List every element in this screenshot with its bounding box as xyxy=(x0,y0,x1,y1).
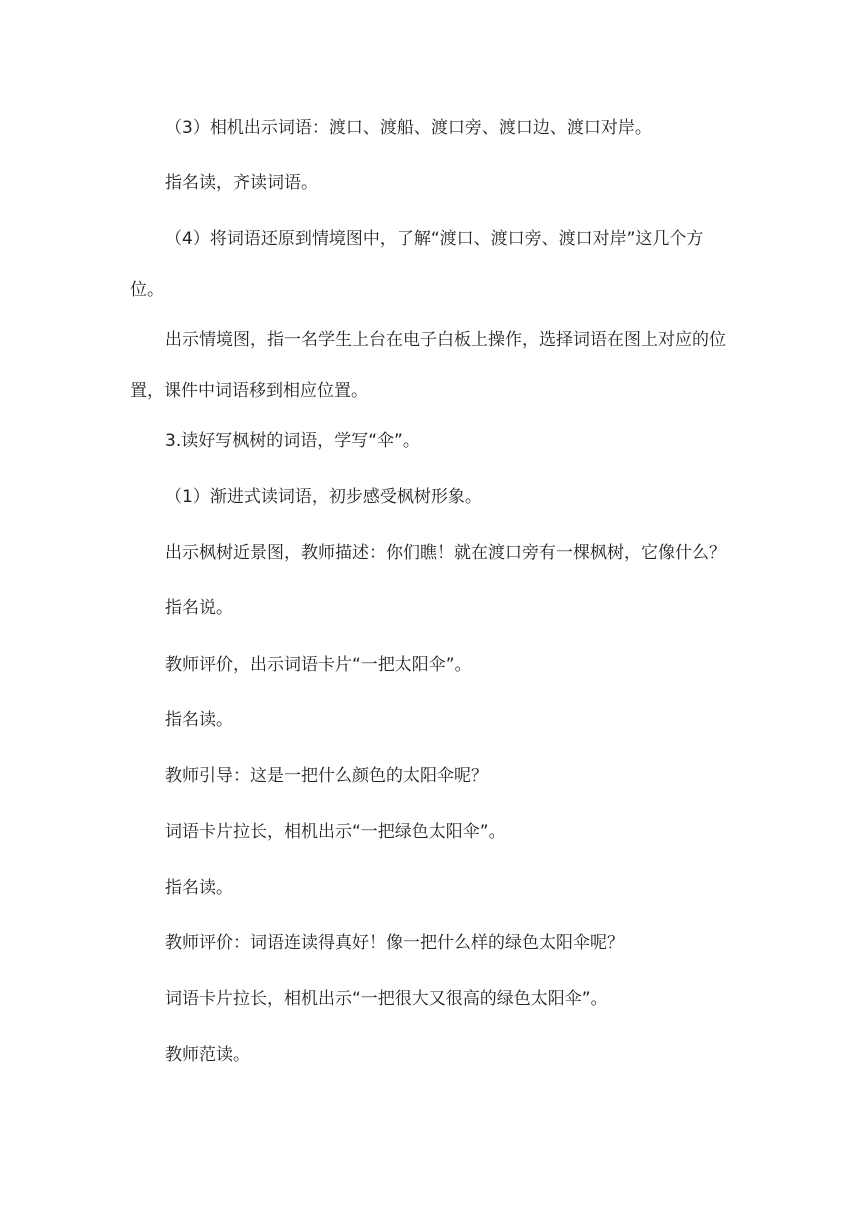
paragraph: （3）相机出示词语：渡口、渡船、渡口旁、渡口边、渡口对岸。 xyxy=(165,118,652,138)
paragraph: 词语卡片拉长，相机出示“一把绿色太阳伞”。 xyxy=(165,822,506,842)
paragraph: 指名读，齐读词语。 xyxy=(165,173,318,193)
paragraph: 教师评价：词语连读得真好！像一把什么样的绿色太阳伞呢？ xyxy=(165,933,624,953)
paragraph: 词语卡片拉长，相机出示“一把很大又很高的绿色太阳伞”。 xyxy=(165,989,608,1009)
paragraph: 指名读。 xyxy=(165,710,233,730)
paragraph: 指名说。 xyxy=(165,598,233,618)
paragraph: 教师引导：这是一把什么颜色的太阳伞呢？ xyxy=(165,766,488,786)
paragraph: （4）将词语还原到情境图中，了解“渡口、渡口旁、渡口对岸”这几个方位。 xyxy=(130,229,704,300)
paragraph: 3.读好写枫树的词语，学写“伞”。 xyxy=(165,431,420,451)
paragraph: 出示枫树近景图，教师描述：你们瞧！就在渡口旁有一棵枫树，它像什么？ xyxy=(165,543,726,563)
paragraph: 指名读。 xyxy=(165,878,233,898)
paragraph: （1）渐进式读词语，初步感受枫树形象。 xyxy=(165,487,482,507)
paragraph: 教师范读。 xyxy=(165,1045,250,1065)
paragraph: 教师评价，出示词语卡片“一把太阳伞”。 xyxy=(165,655,472,675)
paragraph: 出示情境图，指一名学生上台在电子白板上操作，选择词语在图上对应的位置，课件中词语移到相应位置。 xyxy=(130,330,726,401)
